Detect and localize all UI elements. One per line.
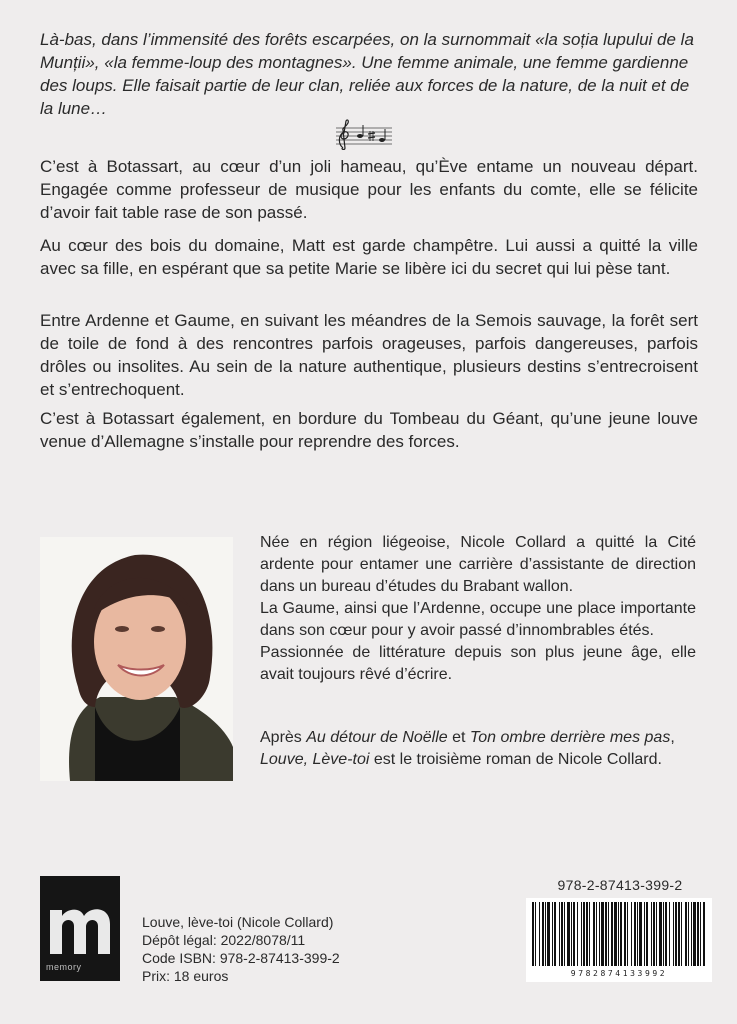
barcode-bar <box>601 902 604 966</box>
barcode-bar <box>618 902 619 966</box>
barcode-bar <box>627 902 628 966</box>
barcode-bar <box>567 902 570 966</box>
synopsis-paragraph-4: C’est à Botassart également, en bordure du Tombeau du Géant, qu’une jeune louve venue d’Allemagne s’installe pour reprendre des forces. <box>40 409 698 451</box>
barcode-bar <box>608 902 609 966</box>
barcode-bar <box>620 902 622 966</box>
synopsis-paragraph-1: C’est à Botassart, au cœur d’un joli hameau, qu’Ève entame un nouveau départ. Engagée comme professeur de musique pour les enfants du comte, elle se félicite d’avoir fait table rase de son passé. <box>40 157 698 222</box>
barcode-isbn: 978-2-87413-399-2 <box>557 877 683 893</box>
barcode-bar <box>675 902 677 966</box>
info-isbn: Code ISBN: 978-2-87413-399-2 <box>142 950 340 966</box>
publication-info <box>142 913 340 985</box>
bio-paragraph-3: Passionnée de littérature depuis son plus jeune âge, elle avait toujours rêvé d’écrire. <box>260 644 696 683</box>
author-bio <box>260 532 696 686</box>
barcode-bar <box>678 902 680 966</box>
publisher-logo <box>40 876 120 981</box>
barcode-bar <box>659 902 662 966</box>
barcode-bar <box>700 902 701 966</box>
barcode-bar <box>573 902 575 966</box>
barcode-bar <box>631 902 632 966</box>
barcode-bar <box>688 902 689 966</box>
barcode <box>526 898 712 982</box>
barcode-bar <box>596 902 597 966</box>
barcode-bar <box>669 902 670 966</box>
barcode-bar <box>605 902 607 966</box>
barcode-bar <box>571 902 572 966</box>
info-title: Louve, lève-toi (Nicole Collard) <box>142 914 334 930</box>
barcode-bar <box>564 902 565 966</box>
music-notes-icon <box>334 118 394 150</box>
synopsis-paragraph-2: Au cœur des bois du domaine, Matt est garde champêtre. Lui aussi a quitté la ville avec sa fille, en espérant que sa petite Marie se libère ici du secret qui lui pèse tant. <box>40 236 698 278</box>
barcode-bar <box>545 902 546 966</box>
barcode-bar <box>532 902 534 966</box>
barcode-bar <box>577 902 578 966</box>
barcode-bar <box>685 902 687 966</box>
barcode-bars <box>526 898 712 968</box>
barcode-bar <box>644 902 645 966</box>
barcode-bar <box>691 902 692 966</box>
barcode-bar <box>639 902 642 966</box>
bib-comma: , <box>670 729 675 746</box>
barcode-bar <box>614 902 617 966</box>
barcode-bar <box>651 902 652 966</box>
barcode-bar <box>539 902 540 966</box>
barcode-bar <box>697 902 699 966</box>
bib-suffix: est le troisième roman de Nicole Collard. <box>369 751 662 768</box>
barcode-bar <box>586 902 588 966</box>
bio-paragraph-1: Née en région liégeoise, Nicole Collard a quitté la Cité ardente pour entamer une carrière d’assistante de direction dans un bureau d’études du Brabant wallon. <box>260 534 696 595</box>
barcode-bar <box>593 902 595 966</box>
barcode-bar <box>634 902 636 966</box>
barcode-bar <box>703 902 705 966</box>
barcode-bar <box>637 902 638 966</box>
book-title-3: Louve, Lève-toi <box>260 751 370 768</box>
barcode-bar <box>552 902 553 966</box>
barcode-bar <box>673 902 674 966</box>
barcode-bar <box>663 902 664 966</box>
info-depot: Dépôt légal: 2022/8078/11 <box>142 932 306 948</box>
barcode-bar <box>535 902 536 966</box>
barcode-bar <box>559 902 560 966</box>
barcode-bar <box>561 902 563 966</box>
publisher-logo-text: memory <box>46 962 82 972</box>
barcode-bar <box>665 902 667 966</box>
bibliography-note <box>260 727 696 771</box>
barcode-bar <box>547 902 550 966</box>
barcode-bar <box>646 902 648 966</box>
barcode-bar <box>681 902 682 966</box>
info-price: Prix: 18 euros <box>142 968 229 984</box>
synopsis-paragraph-3: Entre Ardenne et Gaume, en suivant les méandres de la Semois sauvage, la forêt sert de toile de fond à des rencontres parfois orageuses, parfois dangereuses, parfois drôles ou insolites. Au sein de la nature authentique, plusieurs destins s’entrecroisent et s’entrechoquent. <box>40 311 698 399</box>
author-photo <box>40 537 233 781</box>
bio-paragraph-2: La Gaume, ainsi que l’Ardenne, occupe une place importante dans son cœur pour y avoir passé d’innombrables étés. <box>260 600 696 639</box>
book-title-1: Au détour de Noëlle <box>306 729 448 746</box>
book-title-2: Ton ombre derrière mes pas <box>469 729 671 746</box>
barcode-bar <box>693 902 696 966</box>
barcode-bar <box>624 902 626 966</box>
bib-prefix: Après <box>260 729 307 746</box>
barcode-bar <box>599 902 600 966</box>
barcode-bar <box>554 902 556 966</box>
intro-quote: Là-bas, dans l’immensité des forêts escarpées, on la surnommait «la soția lupului de la Munții», «la femme-loup des montagnes». Une femme animale, une femme gardienne des loups. Elle faisait partie de leur clan, reliée aux forces de la nature, de la nuit et de la lune… <box>40 30 694 118</box>
bib-and: et <box>447 729 470 746</box>
barcode-bar <box>656 902 657 966</box>
barcode-bar <box>583 902 585 966</box>
barcode-bar <box>542 902 544 966</box>
barcode-bar <box>611 902 613 966</box>
barcode-bar <box>589 902 590 966</box>
barcode-bar <box>653 902 655 966</box>
barcode-bar <box>581 902 582 966</box>
barcode-digits: 9782874133992 <box>570 969 668 978</box>
